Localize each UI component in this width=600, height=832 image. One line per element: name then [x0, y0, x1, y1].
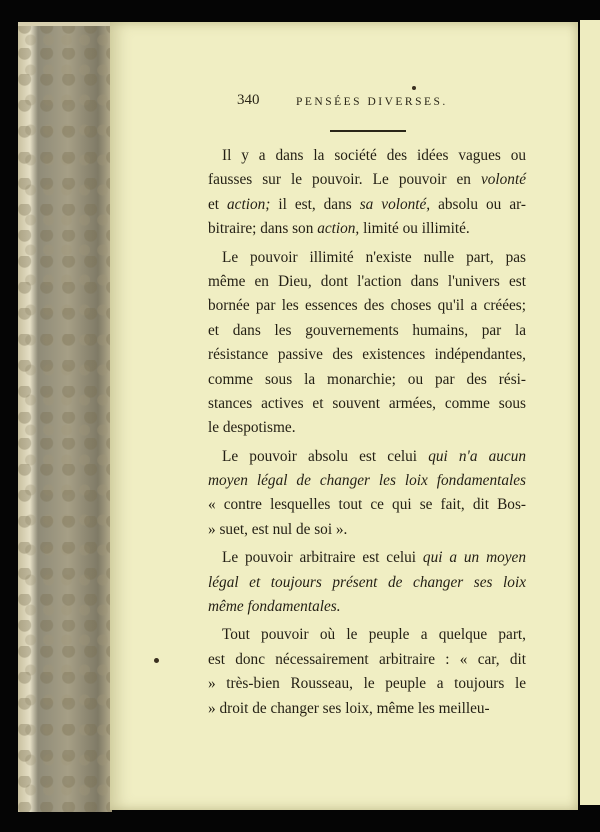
- italic-text: volonté: [480, 171, 526, 189]
- italic-text: même fondamentales.: [208, 598, 341, 616]
- paragraph: [208, 546, 526, 619]
- text-segment: Tout pouvoir où le peuple a quelque part,: [222, 626, 526, 644]
- facing-page-edge: [580, 20, 600, 805]
- text-segment: absolu ou ar-: [430, 195, 526, 213]
- paragraph: [208, 623, 526, 721]
- text-segment: Le pouvoir illimité n'existe nulle part, pas: [222, 248, 526, 266]
- text-line: [208, 469, 526, 493]
- text-line: [208, 546, 526, 570]
- text-segment: comme sous la monarchie; ou par des rési-: [208, 370, 526, 388]
- text-segment: et: [208, 195, 228, 213]
- text-segment: stances actives et souvent armées, comme sous: [208, 394, 526, 412]
- text-segment: Le pouvoir absolu est celui: [222, 447, 429, 465]
- text-segment: résistance passive des existences indépendantes,: [208, 346, 526, 364]
- italic-text: action,: [317, 220, 360, 238]
- text-segment: » droit de changer ses loix, même les meilleu-: [208, 699, 490, 717]
- text-line: [208, 193, 526, 217]
- text-segment: limité ou illimité.: [359, 220, 470, 238]
- ink-speck: [412, 86, 416, 90]
- italic-text: qui a un moyen: [422, 549, 526, 567]
- text-line: [208, 319, 526, 343]
- italic-text: action;: [227, 195, 271, 213]
- text-segment: Le pouvoir arbitraire est celui: [222, 549, 423, 567]
- text-line: [208, 144, 526, 168]
- text-line: [208, 493, 526, 517]
- paragraph: [208, 246, 526, 441]
- text-line: [208, 571, 526, 595]
- text-line: [208, 518, 526, 542]
- text-line: [208, 697, 526, 721]
- text-segment: » très-bien Rousseau, le peuple a toujours le: [208, 675, 526, 693]
- text-line: [208, 672, 526, 696]
- italic-text: moyen légal de changer les loix fondamentales: [208, 472, 526, 490]
- text-line: [208, 343, 526, 367]
- paragraph: [208, 445, 526, 543]
- page-edges-top: [18, 22, 112, 26]
- text-line: [208, 416, 526, 440]
- text-segment: « contre lesquelles tout ce qui se fait, dit Bos-: [208, 496, 526, 514]
- text-segment: bornée par les essences des choses qu'il a créées;: [208, 297, 526, 315]
- text-line: [208, 246, 526, 270]
- text-segment: bitraire; dans son: [208, 220, 318, 238]
- text-segment: le despotisme.: [208, 419, 296, 437]
- paragraph-gap: [208, 721, 526, 725]
- text-segment: et dans les gouvernements humains, par la: [208, 321, 526, 339]
- running-title: PENSÉES DIVERSES.: [296, 96, 448, 108]
- page-number: 340: [237, 92, 260, 108]
- italic-text: légal et toujours présent de changer ses loix: [208, 573, 526, 591]
- text-segment: » suet, est nul de soi ».: [208, 520, 348, 538]
- italic-text: sa volonté,: [359, 195, 431, 213]
- text-line: [208, 294, 526, 318]
- text-line: [208, 217, 526, 241]
- paragraph: [208, 144, 526, 242]
- ink-speck: [154, 658, 159, 663]
- text-line: [208, 392, 526, 416]
- text-line: [208, 648, 526, 672]
- italic-text: qui n'a aucun: [428, 447, 527, 465]
- text-line: [208, 595, 526, 619]
- body-text: [208, 144, 526, 725]
- text-segment: Il y a dans la société des idées vagues ou: [222, 147, 526, 164]
- page-edges: [18, 22, 112, 812]
- text-segment: est donc nécessairement arbitraire : « car, dit: [208, 650, 526, 668]
- text-segment: fausses sur le pouvoir. Le pouvoir en: [208, 171, 481, 189]
- text-line: [208, 168, 526, 192]
- text-line: [208, 270, 526, 294]
- text-segment: même en Dieu, dont l'action dans l'univers est: [208, 272, 526, 290]
- text-line: [208, 368, 526, 392]
- text-segment: il est, dans: [270, 195, 360, 213]
- header-rule: [330, 130, 406, 132]
- text-line: [208, 445, 526, 469]
- text-line: [208, 623, 526, 647]
